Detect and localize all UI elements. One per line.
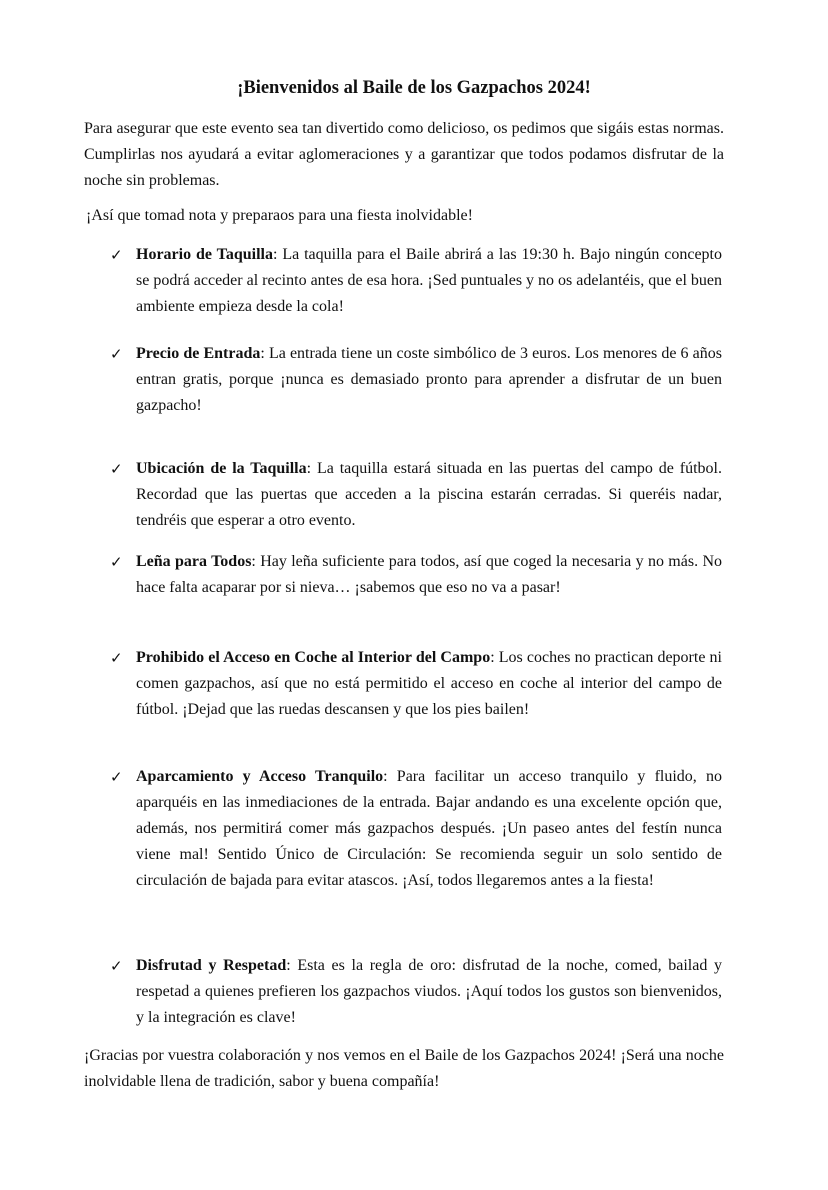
- rule-heading: Ubicación de la Taquilla: [136, 460, 307, 477]
- checkmark-icon: ✓: [110, 649, 123, 667]
- rule-body: : Para facilitar un acceso tranquilo y fluido, no aparquéis en las inmediaciones de la entrada. Bajar andando es una excelente opción que, además, nos permitirá comer más gazpachos después. ¡Un paseo antes del festín nunca viene mal! Sentido Único de Circulación: Se recomienda seguir un solo sentido de circulación de bajada para evitar atascos. ¡Así, todos llegaremos antes a la fiesta!: [136, 768, 722, 889]
- rule-heading: Precio de Entrada: [136, 345, 261, 362]
- rule-heading: Aparcamiento y Acceso Tranquilo: [136, 768, 384, 785]
- rule-body: : La taquilla estará situada en las puertas del campo de fútbol. Recordad que las puertas que acceden a la piscina estarán cerradas. Si queréis nadar, tendréis que esperar a otro evento.: [136, 460, 722, 529]
- rule-body: : La entrada tiene un coste simbólico de 3 euros. Los menores de 6 años entran gratis, porque ¡nunca es demasiado pronto para aprender a disfrutar de un buen gazpacho!: [136, 345, 722, 414]
- rule-item: [110, 953, 722, 1031]
- rule-text: [136, 242, 722, 320]
- rule-heading: Disfrutad y Respetad: [136, 957, 287, 974]
- rule-text: [136, 764, 722, 894]
- rule-item: [110, 242, 722, 320]
- rule-text: [136, 456, 722, 534]
- checkmark-icon: ✓: [110, 246, 123, 264]
- rule-item: [110, 764, 722, 894]
- rule-heading: Leña para Todos: [136, 553, 252, 570]
- note-paragraph: ¡Así que tomad nota y preparaos para una fiesta inolvidable!: [86, 207, 473, 224]
- rule-heading: Prohibido el Acceso en Coche al Interior del Campo: [136, 649, 491, 666]
- rule-item: [110, 549, 722, 601]
- rule-item: [110, 341, 722, 419]
- closing-paragraph: ¡Gracias por vuestra colaboración y nos vemos en el Baile de los Gazpachos 2024! ¡Será una noche inolvidable llena de tradición, sabor y buena compañía!: [84, 1047, 724, 1090]
- rule-item: [110, 456, 722, 534]
- checkmark-icon: ✓: [110, 460, 123, 478]
- rule-body: : La taquilla para el Baile abrirá a las 19:30 h. Bajo ningún concepto se podrá acceder al recinto antes de esa hora. ¡Sed puntuales y no os adelantéis, que el buen ambiente empieza desde la cola!: [136, 246, 723, 315]
- rule-body: : Los coches no practican deporte ni comen gazpachos, así que no está permitido el acceso en coche al interior del campo de fútbol. ¡Dejad que las ruedas descansen y que los pies bailen!: [136, 649, 722, 718]
- rule-text: [136, 953, 722, 1031]
- checkmark-icon: ✓: [110, 553, 123, 571]
- rule-body: : Hay leña suficiente para todos, así que coged la necesaria y no más. No hace falta acaparar por si nieva… ¡sabemos que eso no va a pasar!: [136, 553, 722, 596]
- rule-text: [136, 341, 722, 419]
- checkmark-icon: ✓: [110, 768, 123, 786]
- rule-text: [136, 549, 722, 601]
- checkmark-icon: ✓: [110, 345, 123, 363]
- checkmark-icon: ✓: [110, 957, 123, 975]
- intro-paragraph: Para asegurar que este evento sea tan divertido como delicioso, os pedimos que sigáis estas normas. Cumplirlas nos ayudará a evitar aglomeraciones y a garantizar que todos podamos disfrutar de la noche sin problemas.: [84, 120, 724, 189]
- rule-heading: Horario de Taquilla: [136, 246, 273, 263]
- rule-body: : Esta es la regla de oro: disfrutad de la noche, comed, bailad y respetad a quienes prefieren los gazpachos viudos. ¡Aquí todos los gustos son bienvenidos, y la integración es clave!: [136, 957, 723, 1026]
- rule-item: [110, 645, 722, 723]
- rule-text: [136, 645, 722, 723]
- page-title: ¡Bienvenidos al Baile de los Gazpachos 2024!: [237, 78, 591, 98]
